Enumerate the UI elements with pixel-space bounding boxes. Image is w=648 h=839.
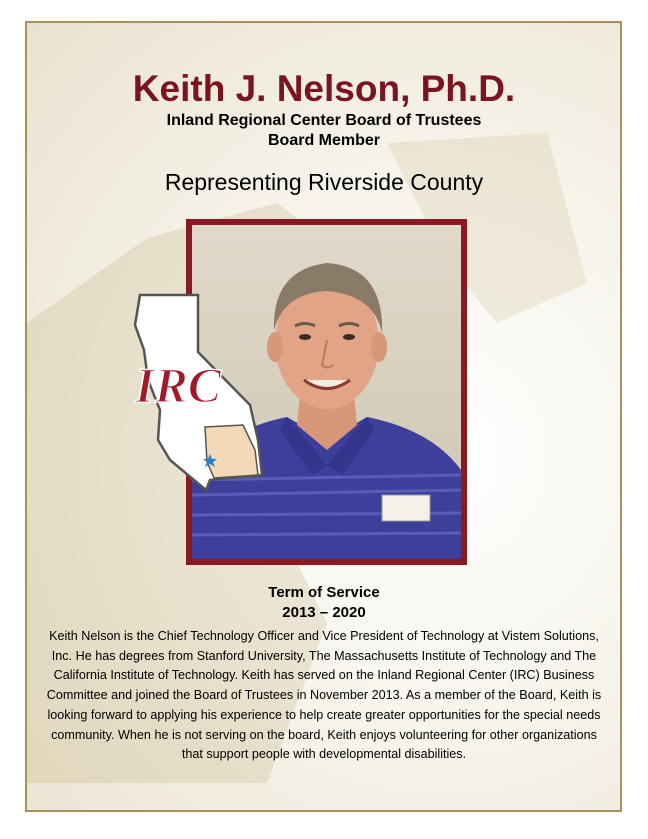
biography-text: Keith Nelson is the Chief Technology Officer and Vice President of Technology at Vistem Solutions, Inc. He has degrees from Stanford University, The Massachusetts Institute of Technology and The California Institute of Technology. Keith has served on the Inland Regional Center (IRC) Business Committee and joined the Board of Trustees in November 2013. As a member of the Board, Keith is looking forward to applying his experience to help create greater opportunities for the special needs community. When he is not serving on the board, Keith enjoys volunteering for other organizations that support people with developmental disabilities. bbox=[46, 629, 602, 762]
organization-name: Inland Regional Center Board of Trustees bbox=[166, 112, 482, 129]
page-title: Keith J. Nelson, Ph.D. bbox=[132, 68, 516, 109]
term-label: Term of Service bbox=[268, 584, 380, 601]
california-map-icon bbox=[130, 290, 270, 500]
role-label: Board Member bbox=[267, 132, 381, 149]
term-years: 2013 – 2020 bbox=[282, 604, 366, 621]
logo-text: IRC bbox=[135, 357, 222, 413]
representing-label: Representing Riverside County bbox=[164, 169, 484, 195]
